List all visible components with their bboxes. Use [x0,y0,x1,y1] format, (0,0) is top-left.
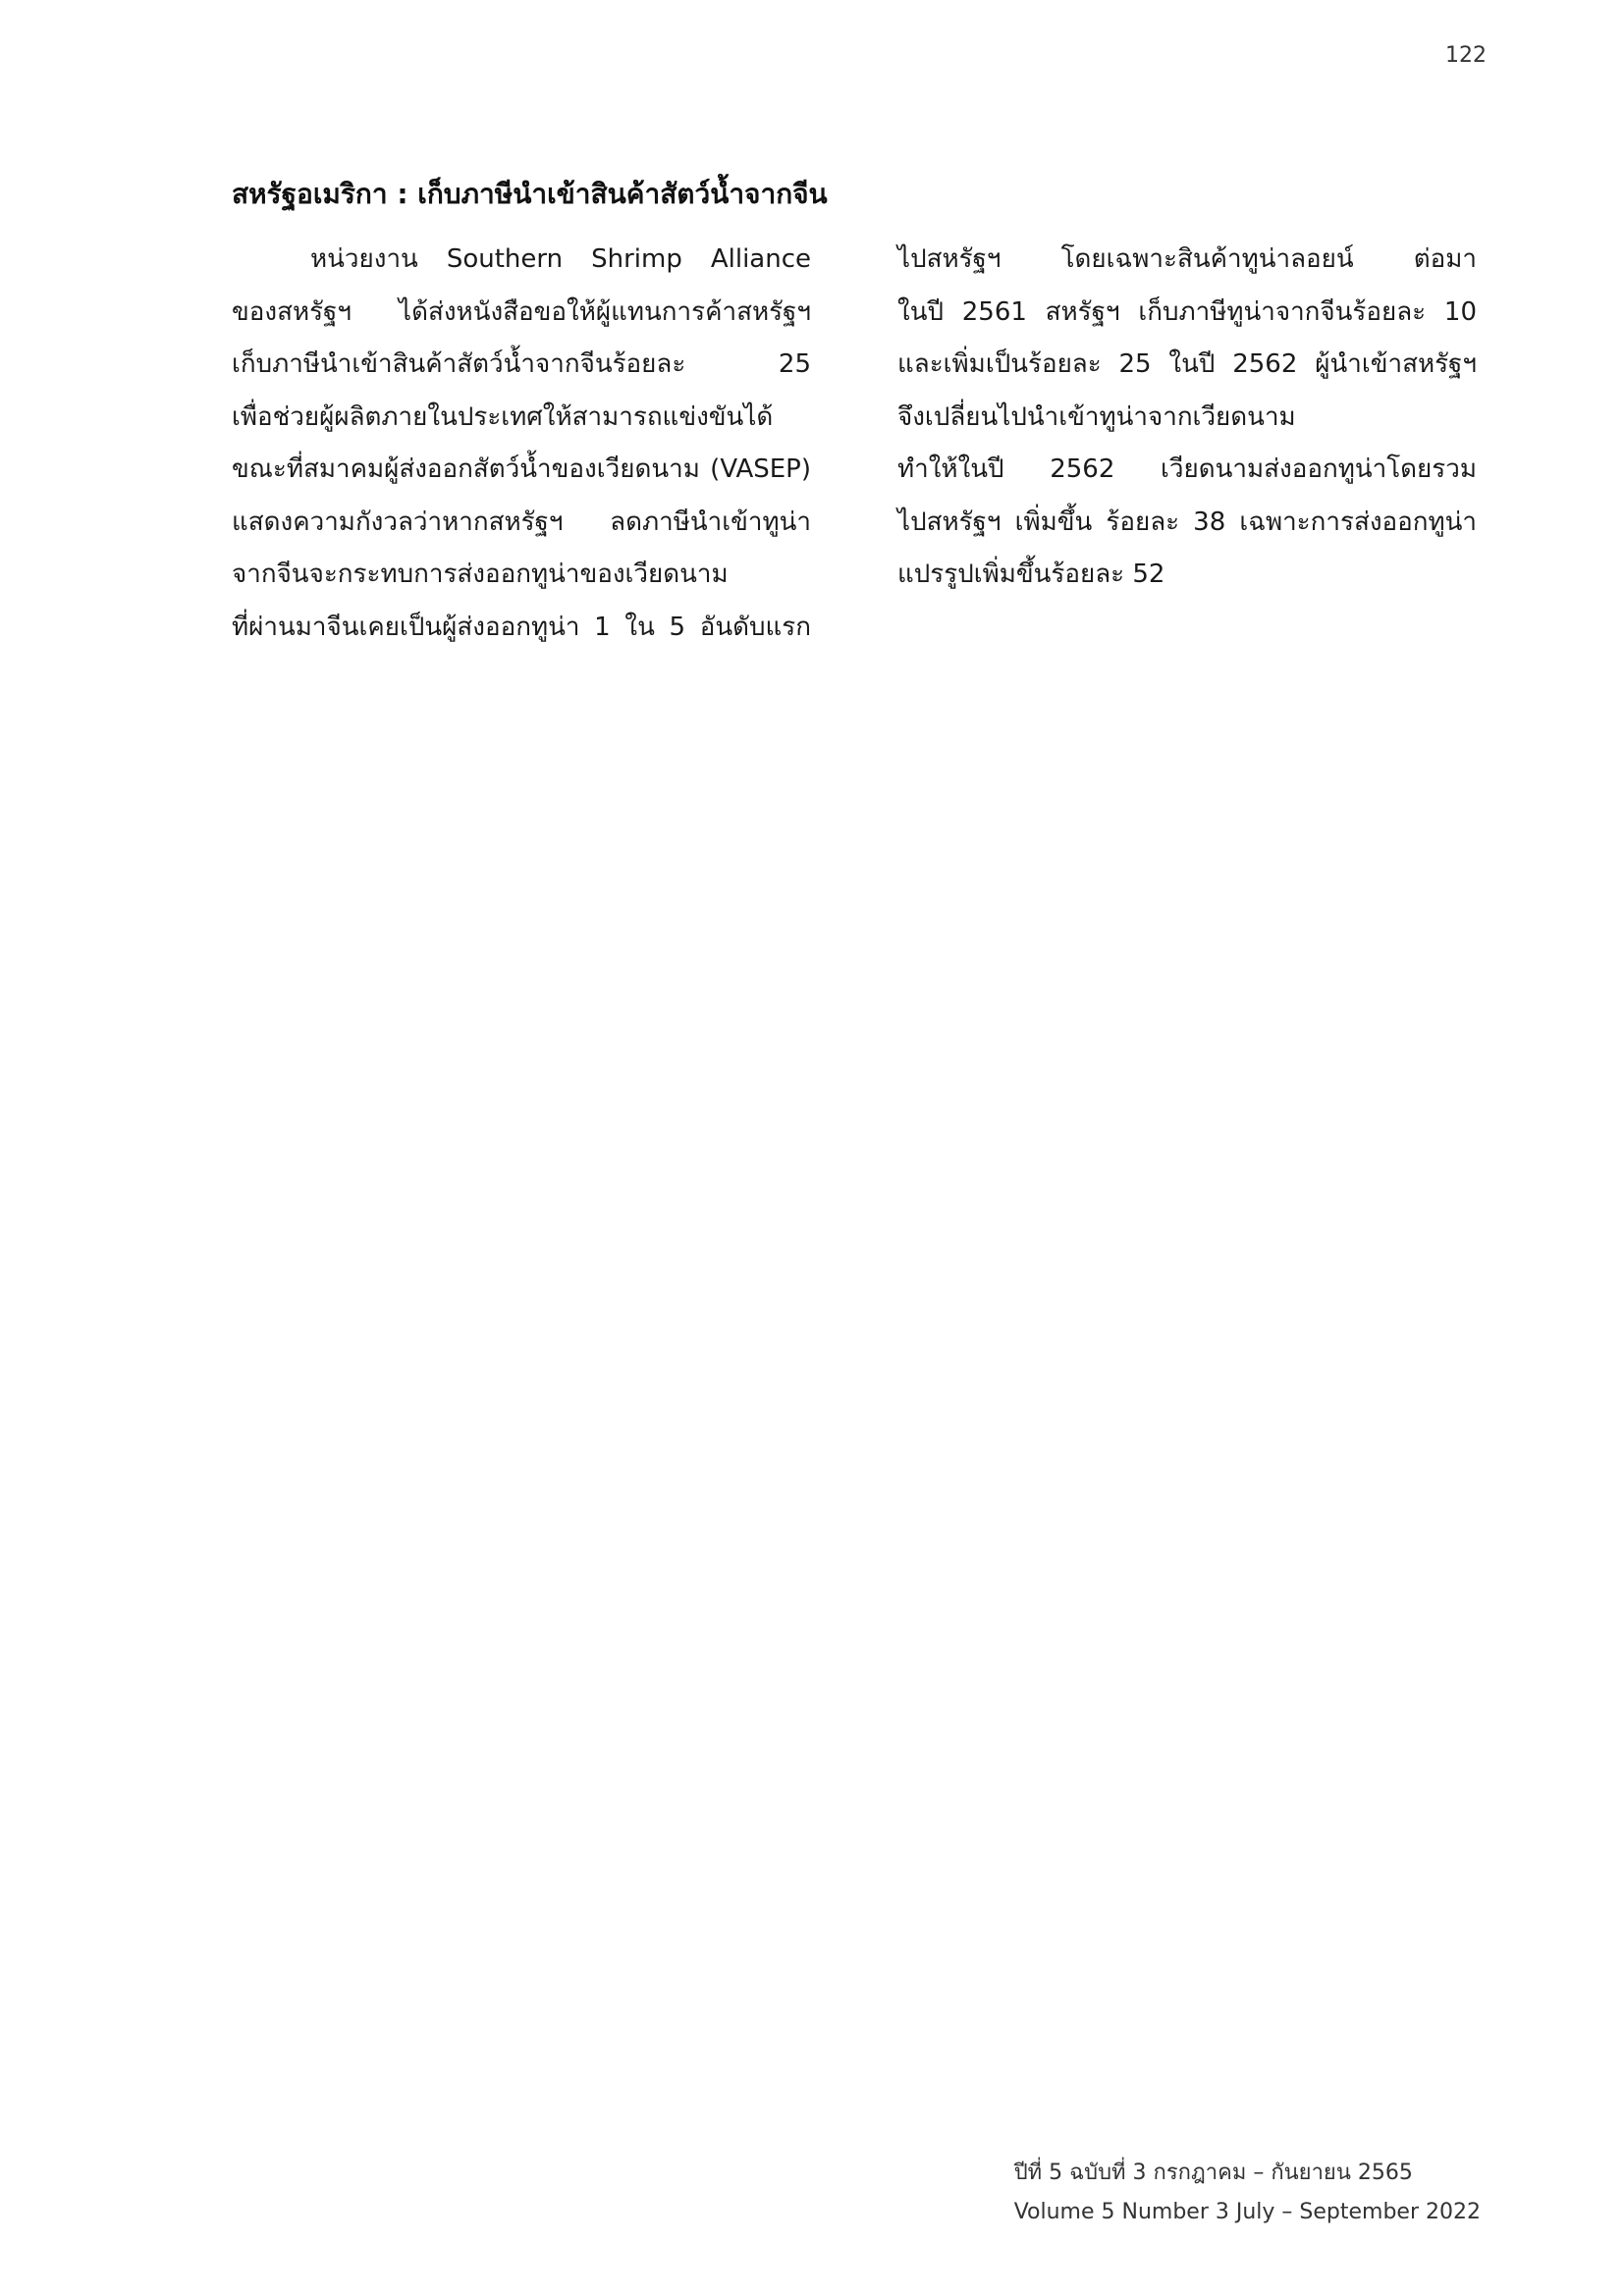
paragraph-line: แสดงความกังวลว่าหากสหรัฐฯ ลดภาษีนำเข้าทูน่า [232,507,811,537]
paragraph-line: เก็บภาษีนำเข้าสินค้าสัตว์น้ำจากจีนร้อยละ 25 [232,349,811,379]
paragraph-line: จากจีนจะกระทบการส่งออกทูน่าของเวียดนาม [232,560,729,589]
paragraph-line: ในปี 2561 สหรัฐฯ เก็บภาษีทูน่าจากจีนร้อยละ 10 [897,296,1477,327]
paragraph-line: ของสหรัฐฯ ได้ส่งหนังสือขอให้ผู้แทนการค้าสหรัฐฯ [232,296,811,327]
footer-thai: ปีที่ 5 ฉบับที่ 3 กรกฎาคม – กันยายน 2565 [1013,2161,1413,2185]
paragraph-line: ไปสหรัฐฯ โดยเฉพาะสินค้าทูน่าลอยน์ ต่อมา [897,244,1477,274]
paragraph-line: ไปสหรัฐฯ เพิ่มขึ้น ร้อยละ 38 เฉพาะการส่งออกทูน่า [897,507,1477,537]
section-heading: สหรัฐอเมริกา : เก็บภาษีนำเข้าสินค้าสัตว์น้ำจากจีน [232,178,828,210]
journal-footer [1014,2154,1481,2232]
paragraph-line: และเพิ่มเป็นร้อยละ 25 ในปี 2562 ผู้นำเข้าสหรัฐฯ [897,349,1477,379]
paragraph-line: จึงเปลี่ยนไปนำเข้าทูน่าจากเวียดนาม [897,401,1296,432]
right-column [897,234,1477,602]
paragraph-line: ที่ผ่านมาจีนเคยเป็นผู้ส่งออกทูน่า 1 ใน 5 อันดับแรก [232,612,811,642]
page-number: 122 [1445,43,1487,68]
paragraph-line: ขณะที่สมาคมผู้ส่งออกสัตว์น้ำของเวียดนาม (VASEP) [232,454,811,484]
paragraph-line: หน่วยงาน Southern Shrimp Alliance [310,244,811,274]
left-column [232,234,811,654]
paragraph-line: ทำให้ในปี 2562 เวียดนามส่งออกทูน่าโดยรวม [897,454,1477,484]
paragraph-line: แปรรูปเพิ่มขึ้นร้อยละ 52 [897,560,1165,589]
paragraph-line: เพื่อช่วยผู้ผลิตภายในประเทศให้สามารถแข่งขันได้ [232,401,774,432]
footer-english: Volume 5 Number 3 July – September 2022 [1013,2200,1481,2224]
